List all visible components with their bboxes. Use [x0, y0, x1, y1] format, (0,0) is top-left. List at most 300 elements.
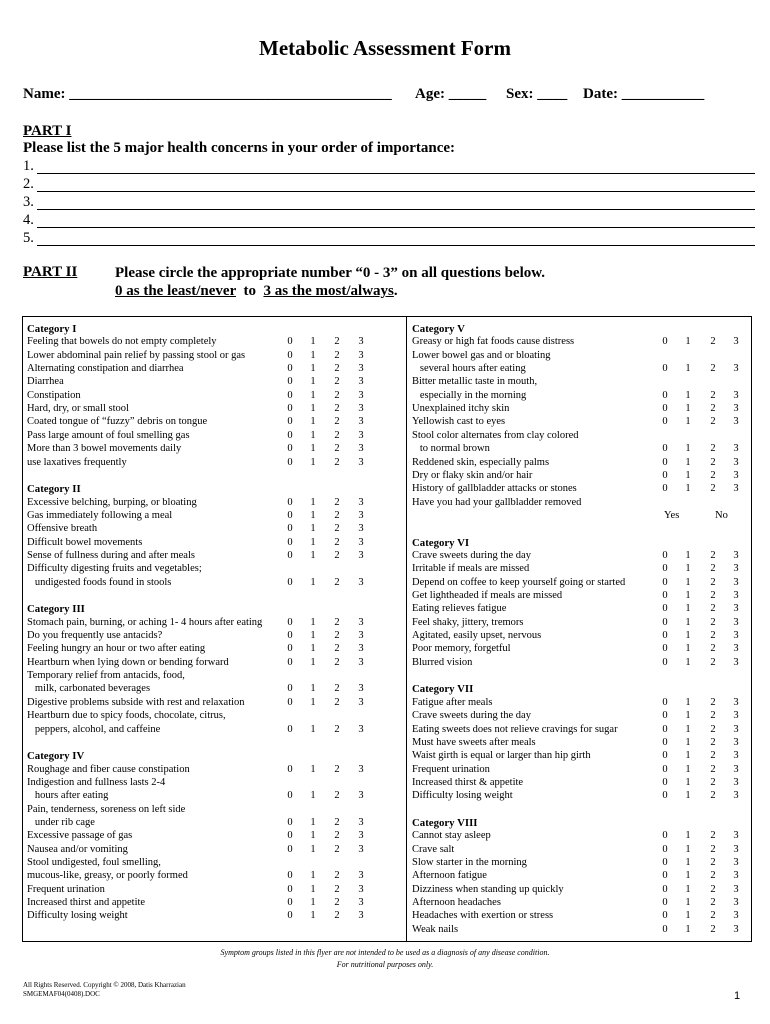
score-option-2[interactable]: 2 [710, 363, 716, 375]
score-option-1[interactable]: 1 [685, 910, 691, 922]
score-option-0[interactable]: 0 [287, 523, 293, 535]
score-option-3[interactable]: 3 [358, 883, 364, 895]
score-option-0[interactable]: 0 [287, 763, 293, 775]
score-option-2[interactable]: 2 [710, 469, 716, 481]
score-option-2[interactable]: 2 [710, 336, 716, 348]
symptom-text: Roughage and fiber cause constipation [27, 763, 190, 775]
score-option-0[interactable]: 0 [287, 616, 293, 628]
score-option-0[interactable]: 0 [287, 870, 293, 882]
score-option-2[interactable]: 2 [710, 656, 716, 668]
score-option-3[interactable]: 3 [358, 536, 364, 548]
score-option-0[interactable]: 0 [287, 696, 293, 708]
score-option-3[interactable]: 3 [358, 376, 364, 388]
symptom-text: Heartburn due to spicy foods, chocolate, citrus, [27, 710, 226, 722]
score-option-1[interactable]: 1 [685, 710, 691, 722]
score-option-1[interactable]: 1 [685, 590, 691, 601]
score-option-2[interactable]: 2 [710, 883, 716, 895]
symptom-text: Bitter metallic taste in mouth, [412, 376, 538, 388]
score-option-3[interactable]: 3 [358, 616, 364, 628]
score-option-0[interactable]: 0 [287, 910, 293, 922]
score-option-2[interactable]: 2 [334, 536, 340, 548]
score-option-1[interactable]: 1 [310, 883, 316, 895]
score-option-2[interactable]: 2 [334, 389, 340, 401]
score-option-1[interactable]: 1 [310, 897, 316, 909]
score-option-2[interactable]: 2 [334, 683, 340, 695]
score-option-3[interactable]: 3 [733, 549, 739, 561]
score-option-2[interactable]: 2 [334, 496, 340, 508]
score-option-3[interactable]: 3 [358, 897, 364, 909]
score-option-1[interactable]: 1 [685, 843, 691, 855]
score-option-0[interactable]: 0 [662, 870, 668, 882]
score-option-0[interactable]: 0 [662, 910, 668, 922]
score-option-0[interactable]: 0 [662, 843, 668, 855]
symptom-text: especially in the morning [412, 389, 527, 401]
score-option-3[interactable]: 3 [733, 736, 739, 748]
score-option-0[interactable]: 0 [662, 790, 668, 802]
symptom-text: Increased thirst and appetite [27, 897, 146, 909]
score-option-0[interactable]: 0 [662, 389, 668, 401]
score-option-0[interactable]: 0 [287, 389, 293, 401]
score-option-1[interactable]: 1 [310, 816, 316, 828]
score-option-1[interactable]: 1 [310, 643, 316, 655]
score-option-2[interactable]: 2 [710, 723, 716, 735]
score-option-1[interactable]: 1 [310, 790, 316, 802]
score-option-2[interactable]: 2 [710, 630, 716, 642]
symptom-text: Crave sweets during the day [412, 710, 531, 722]
score-option-2[interactable]: 2 [334, 509, 340, 521]
score-option-0[interactable]: 0 [662, 563, 668, 575]
score-option-3[interactable]: 3 [733, 563, 739, 575]
score-option-0[interactable]: 0 [287, 843, 293, 855]
score-option-3[interactable]: 3 [358, 656, 364, 668]
score-option-1[interactable]: 1 [310, 429, 316, 441]
score-option-0[interactable]: 0 [662, 857, 668, 868]
score-option-3[interactable]: 3 [358, 630, 364, 642]
score-option-0[interactable]: 0 [287, 429, 293, 441]
symptom-text: milk, carbonated beverages [27, 683, 151, 695]
score-option-2[interactable]: 2 [334, 897, 340, 909]
score-option-2[interactable]: 2 [710, 736, 716, 748]
symptom-text: Difficulty losing weight [27, 910, 128, 922]
score-option-3[interactable]: 3 [358, 389, 364, 401]
score-option-2[interactable]: 2 [334, 910, 340, 922]
score-option-3[interactable]: 3 [358, 830, 364, 842]
score-option-2[interactable]: 2 [334, 883, 340, 895]
score-option-3[interactable]: 3 [358, 870, 364, 882]
symptom-text: Pass large amount of foul smelling gas [27, 429, 190, 441]
score-option-0[interactable]: 0 [287, 630, 293, 642]
score-option-0[interactable]: 0 [662, 576, 668, 588]
score-option-0[interactable]: 0 [662, 483, 668, 495]
score-option-2[interactable]: 2 [710, 870, 716, 882]
score-option-1[interactable]: 1 [685, 389, 691, 401]
score-option-0[interactable]: 0 [287, 416, 293, 428]
score-option-0[interactable]: 0 [287, 830, 293, 842]
score-option-0[interactable]: 0 [662, 416, 668, 428]
category-heading: Category V [412, 323, 465, 335]
score-option-3[interactable]: 3 [733, 857, 739, 868]
score-option-1[interactable]: 1 [310, 830, 316, 842]
score-option-3[interactable]: 3 [733, 843, 739, 855]
score-option-0[interactable]: 0 [662, 656, 668, 668]
score-option-3[interactable]: 3 [733, 416, 739, 428]
score-option-1[interactable]: 1 [685, 603, 691, 615]
symptom-text: mucous-like, greasy, or poorly formed [27, 870, 188, 882]
score-option-1[interactable]: 1 [685, 443, 691, 455]
score-option-1[interactable]: 1 [310, 496, 316, 508]
score-option-0[interactable]: 0 [662, 923, 668, 935]
score-option-2[interactable]: 2 [334, 830, 340, 842]
score-option-0[interactable]: 0 [287, 336, 293, 348]
symptom-text: Crave sweets during the day [412, 549, 531, 561]
score-option-2[interactable]: 2 [334, 656, 340, 668]
score-option-3[interactable]: 3 [358, 763, 364, 775]
symptom-text: Excessive belching, burping, or bloating [27, 496, 197, 508]
score-option-3[interactable]: 3 [358, 683, 364, 695]
score-option-0[interactable]: 0 [287, 883, 293, 895]
score-option-3[interactable]: 3 [358, 429, 364, 441]
score-option-0[interactable]: 0 [287, 376, 293, 388]
score-option-3[interactable]: 3 [358, 403, 364, 415]
score-option-1[interactable]: 1 [685, 750, 691, 762]
score-option-1[interactable]: 1 [685, 336, 691, 348]
score-option-3[interactable]: 3 [733, 469, 739, 481]
score-option-0[interactable]: 0 [662, 456, 668, 468]
score-option-3[interactable]: 3 [733, 443, 739, 455]
score-option-2[interactable]: 2 [710, 790, 716, 802]
score-option-1[interactable]: 1 [310, 363, 316, 375]
answer-option-yes[interactable]: Yes [664, 509, 680, 521]
score-option-1[interactable]: 1 [310, 443, 316, 455]
score-option-3[interactable]: 3 [733, 576, 739, 588]
score-option-1[interactable]: 1 [310, 536, 316, 548]
score-option-1[interactable]: 1 [685, 723, 691, 735]
score-option-2[interactable]: 2 [710, 910, 716, 922]
date-field[interactable]: Date: ___________ [583, 86, 705, 102]
score-option-2[interactable]: 2 [334, 376, 340, 388]
score-option-1[interactable]: 1 [310, 870, 316, 882]
score-option-0[interactable]: 0 [662, 363, 668, 375]
score-option-0[interactable]: 0 [662, 403, 668, 415]
age-field[interactable]: Age: _____ [415, 86, 487, 102]
symptom-text: Stool undigested, foul smelling, [27, 857, 161, 868]
score-option-2[interactable]: 2 [334, 816, 340, 828]
score-option-2[interactable]: 2 [710, 830, 716, 842]
part1-label: PART I [23, 123, 72, 139]
score-option-1[interactable]: 1 [685, 576, 691, 588]
score-option-2[interactable]: 2 [334, 576, 340, 588]
symptom-text: Feeling hungry an hour or two after eating [27, 643, 206, 655]
score-option-1[interactable]: 1 [310, 549, 316, 561]
score-option-0[interactable]: 0 [287, 549, 293, 561]
score-option-3[interactable]: 3 [733, 710, 739, 722]
score-option-3[interactable]: 3 [733, 630, 739, 642]
score-option-3[interactable]: 3 [733, 616, 739, 628]
score-option-0[interactable]: 0 [287, 656, 293, 668]
score-option-3[interactable]: 3 [733, 790, 739, 802]
score-option-1[interactable]: 1 [685, 696, 691, 708]
score-option-2[interactable]: 2 [710, 616, 716, 628]
score-option-3[interactable]: 3 [358, 723, 364, 735]
score-option-1[interactable]: 1 [310, 349, 316, 361]
score-option-0[interactable]: 0 [662, 549, 668, 561]
score-option-2[interactable]: 2 [334, 643, 340, 655]
score-option-2[interactable]: 2 [710, 443, 716, 455]
score-option-3[interactable]: 3 [733, 897, 739, 909]
score-option-1[interactable]: 1 [685, 416, 691, 428]
score-option-0[interactable]: 0 [662, 883, 668, 895]
score-option-2[interactable]: 2 [710, 843, 716, 855]
score-option-0[interactable]: 0 [287, 403, 293, 415]
score-option-1[interactable]: 1 [310, 456, 316, 468]
score-option-2[interactable]: 2 [710, 403, 716, 415]
symptom-text: Dizziness when standing up quickly [412, 883, 564, 895]
score-option-1[interactable]: 1 [310, 630, 316, 642]
score-option-0[interactable]: 0 [287, 496, 293, 508]
score-option-0[interactable]: 0 [662, 469, 668, 481]
score-option-2[interactable]: 2 [710, 483, 716, 495]
score-option-2[interactable]: 2 [334, 416, 340, 428]
score-option-1[interactable]: 1 [685, 763, 691, 775]
score-option-2[interactable]: 2 [334, 349, 340, 361]
score-option-3[interactable]: 3 [733, 603, 739, 615]
score-option-1[interactable]: 1 [310, 843, 316, 855]
score-option-2[interactable]: 2 [710, 643, 716, 655]
score-option-0[interactable]: 0 [287, 456, 293, 468]
symptom-text: Irritable if meals are missed [412, 563, 530, 575]
score-option-2[interactable]: 2 [334, 363, 340, 375]
score-option-1[interactable]: 1 [685, 616, 691, 628]
symptom-text: Depend on coffee to keep yourself going or started [412, 576, 626, 588]
score-option-3[interactable]: 3 [733, 389, 739, 401]
score-option-3[interactable]: 3 [733, 776, 739, 788]
score-option-1[interactable]: 1 [310, 683, 316, 695]
score-option-2[interactable]: 2 [710, 776, 716, 788]
score-option-0[interactable]: 0 [662, 736, 668, 748]
score-option-3[interactable]: 3 [733, 363, 739, 375]
score-option-0[interactable]: 0 [287, 443, 293, 455]
score-option-3[interactable]: 3 [358, 349, 364, 361]
score-option-3[interactable]: 3 [358, 443, 364, 455]
score-option-2[interactable]: 2 [710, 456, 716, 468]
score-option-1[interactable]: 1 [310, 763, 316, 775]
score-option-2[interactable]: 2 [334, 870, 340, 882]
score-option-1[interactable]: 1 [685, 736, 691, 748]
score-option-3[interactable]: 3 [733, 656, 739, 668]
score-option-0[interactable]: 0 [662, 710, 668, 722]
score-option-3[interactable]: 3 [358, 576, 364, 588]
score-option-0[interactable]: 0 [662, 630, 668, 642]
score-option-3[interactable]: 3 [358, 496, 364, 508]
score-option-0[interactable]: 0 [662, 616, 668, 628]
score-option-1[interactable]: 1 [685, 790, 691, 802]
score-option-1[interactable]: 1 [685, 469, 691, 481]
score-option-3[interactable]: 3 [358, 696, 364, 708]
score-option-2[interactable]: 2 [710, 696, 716, 708]
score-option-0[interactable]: 0 [662, 696, 668, 708]
score-option-3[interactable]: 3 [358, 643, 364, 655]
score-option-1[interactable]: 1 [310, 336, 316, 348]
score-option-1[interactable]: 1 [685, 549, 691, 561]
score-option-2[interactable]: 2 [334, 843, 340, 855]
score-option-2[interactable]: 2 [334, 429, 340, 441]
score-option-1[interactable]: 1 [310, 416, 316, 428]
score-option-1[interactable]: 1 [310, 616, 316, 628]
score-option-3[interactable]: 3 [733, 883, 739, 895]
symptom-text: undigested foods found in stools [27, 576, 172, 588]
score-option-0[interactable]: 0 [287, 683, 293, 695]
score-option-0[interactable]: 0 [287, 723, 293, 735]
score-option-3[interactable]: 3 [358, 523, 364, 535]
score-option-2[interactable]: 2 [334, 696, 340, 708]
score-option-2[interactable]: 2 [710, 750, 716, 762]
score-option-3[interactable]: 3 [733, 643, 739, 655]
score-option-1[interactable]: 1 [685, 483, 691, 495]
score-option-1[interactable]: 1 [685, 897, 691, 909]
sex-field[interactable]: Sex: ____ [506, 86, 568, 102]
score-option-1[interactable]: 1 [310, 376, 316, 388]
blank-line [37, 209, 755, 210]
score-option-3[interactable]: 3 [733, 403, 739, 415]
score-option-3[interactable]: 3 [358, 790, 364, 802]
score-option-1[interactable]: 1 [310, 523, 316, 535]
score-option-0[interactable]: 0 [662, 723, 668, 735]
score-option-0[interactable]: 0 [287, 349, 293, 361]
questionnaire-box [22, 316, 752, 942]
score-option-2[interactable]: 2 [710, 763, 716, 775]
score-option-1[interactable]: 1 [685, 830, 691, 842]
score-option-2[interactable]: 2 [334, 456, 340, 468]
disclaimer-line1: Symptom groups listed in this flyer are not intended to be used as a diagnosis of any disease condition. [220, 948, 550, 957]
score-option-3[interactable]: 3 [358, 336, 364, 348]
score-option-1[interactable]: 1 [310, 723, 316, 735]
score-option-2[interactable]: 2 [334, 523, 340, 535]
score-option-0[interactable]: 0 [662, 643, 668, 655]
score-option-1[interactable]: 1 [310, 576, 316, 588]
score-option-2[interactable]: 2 [710, 857, 716, 868]
answer-option-no[interactable]: No [715, 509, 728, 521]
score-option-3[interactable]: 3 [358, 549, 364, 561]
score-option-2[interactable]: 2 [710, 590, 716, 601]
score-option-1[interactable]: 1 [685, 776, 691, 788]
score-option-2[interactable]: 2 [710, 549, 716, 561]
score-option-1[interactable]: 1 [685, 883, 691, 895]
score-option-2[interactable]: 2 [710, 897, 716, 909]
score-option-0[interactable]: 0 [287, 509, 293, 521]
score-option-1[interactable]: 1 [310, 389, 316, 401]
score-option-2[interactable]: 2 [710, 923, 716, 935]
score-option-3[interactable]: 3 [733, 456, 739, 468]
score-option-2[interactable]: 2 [710, 563, 716, 575]
score-option-2[interactable]: 2 [334, 336, 340, 348]
score-option-0[interactable]: 0 [287, 897, 293, 909]
score-option-0[interactable]: 0 [662, 443, 668, 455]
score-option-0[interactable]: 0 [287, 790, 293, 802]
score-option-3[interactable]: 3 [358, 843, 364, 855]
score-option-2[interactable]: 2 [710, 576, 716, 588]
score-option-0[interactable]: 0 [287, 536, 293, 548]
score-option-3[interactable]: 3 [733, 590, 739, 601]
score-option-1[interactable]: 1 [310, 403, 316, 415]
score-option-3[interactable]: 3 [733, 763, 739, 775]
score-option-0[interactable]: 0 [662, 897, 668, 909]
score-option-1[interactable]: 1 [685, 363, 691, 375]
score-option-3[interactable]: 3 [733, 336, 739, 348]
score-option-3[interactable]: 3 [358, 816, 364, 828]
score-option-0[interactable]: 0 [662, 830, 668, 842]
score-option-1[interactable]: 1 [685, 643, 691, 655]
symptom-text: Poor memory, forgetful [412, 643, 511, 655]
score-option-1[interactable]: 1 [310, 696, 316, 708]
symptom-text: Headaches with exertion or stress [412, 910, 554, 922]
score-option-0[interactable]: 0 [662, 750, 668, 762]
score-option-0[interactable]: 0 [662, 603, 668, 615]
score-option-0[interactable]: 0 [662, 590, 668, 601]
scale-to: to [235, 283, 264, 299]
score-option-1[interactable]: 1 [685, 857, 691, 868]
score-option-1[interactable]: 1 [310, 509, 316, 521]
score-option-2[interactable]: 2 [710, 416, 716, 428]
score-option-0[interactable]: 0 [287, 576, 293, 588]
score-option-3[interactable]: 3 [733, 830, 739, 842]
score-option-1[interactable]: 1 [685, 563, 691, 575]
name-field[interactable]: Name: ___________________________________________ [23, 86, 392, 102]
score-option-0[interactable]: 0 [662, 763, 668, 775]
score-option-2[interactable]: 2 [334, 790, 340, 802]
score-option-1[interactable]: 1 [685, 403, 691, 415]
score-option-2[interactable]: 2 [334, 630, 340, 642]
score-option-1[interactable]: 1 [310, 656, 316, 668]
score-option-2[interactable]: 2 [710, 603, 716, 615]
score-option-3[interactable]: 3 [358, 416, 364, 428]
score-option-0[interactable]: 0 [287, 643, 293, 655]
score-option-2[interactable]: 2 [334, 443, 340, 455]
score-option-3[interactable]: 3 [733, 723, 739, 735]
score-option-3[interactable]: 3 [733, 483, 739, 495]
score-option-3[interactable]: 3 [733, 696, 739, 708]
score-option-3[interactable]: 3 [358, 509, 364, 521]
score-option-3[interactable]: 3 [733, 750, 739, 762]
score-option-1[interactable]: 1 [310, 910, 316, 922]
score-option-0[interactable]: 0 [662, 336, 668, 348]
score-option-3[interactable]: 3 [358, 456, 364, 468]
score-option-0[interactable]: 0 [287, 363, 293, 375]
score-option-0[interactable]: 0 [662, 776, 668, 788]
score-option-2[interactable]: 2 [334, 549, 340, 561]
symptom-text: Hard, dry, or small stool [27, 403, 129, 415]
score-option-2[interactable]: 2 [334, 616, 340, 628]
score-option-3[interactable]: 3 [358, 910, 364, 922]
score-option-2[interactable]: 2 [334, 403, 340, 415]
score-option-3[interactable]: 3 [733, 923, 739, 935]
symptom-text: Temporary relief from antacids, food, [27, 670, 185, 682]
score-option-1[interactable]: 1 [685, 456, 691, 468]
score-option-2[interactable]: 2 [710, 710, 716, 722]
score-option-2[interactable]: 2 [334, 723, 340, 735]
score-option-3[interactable]: 3 [733, 870, 739, 882]
score-option-1[interactable]: 1 [685, 923, 691, 935]
patient-info-row [23, 86, 743, 106]
score-option-2[interactable]: 2 [710, 389, 716, 401]
score-option-3[interactable]: 3 [733, 910, 739, 922]
score-option-0[interactable]: 0 [287, 816, 293, 828]
score-option-1[interactable]: 1 [685, 656, 691, 668]
score-option-1[interactable]: 1 [685, 630, 691, 642]
score-option-1[interactable]: 1 [685, 870, 691, 882]
score-option-2[interactable]: 2 [334, 763, 340, 775]
score-option-3[interactable]: 3 [358, 363, 364, 375]
symptom-text: Heartburn when lying down or bending forward [27, 656, 229, 668]
